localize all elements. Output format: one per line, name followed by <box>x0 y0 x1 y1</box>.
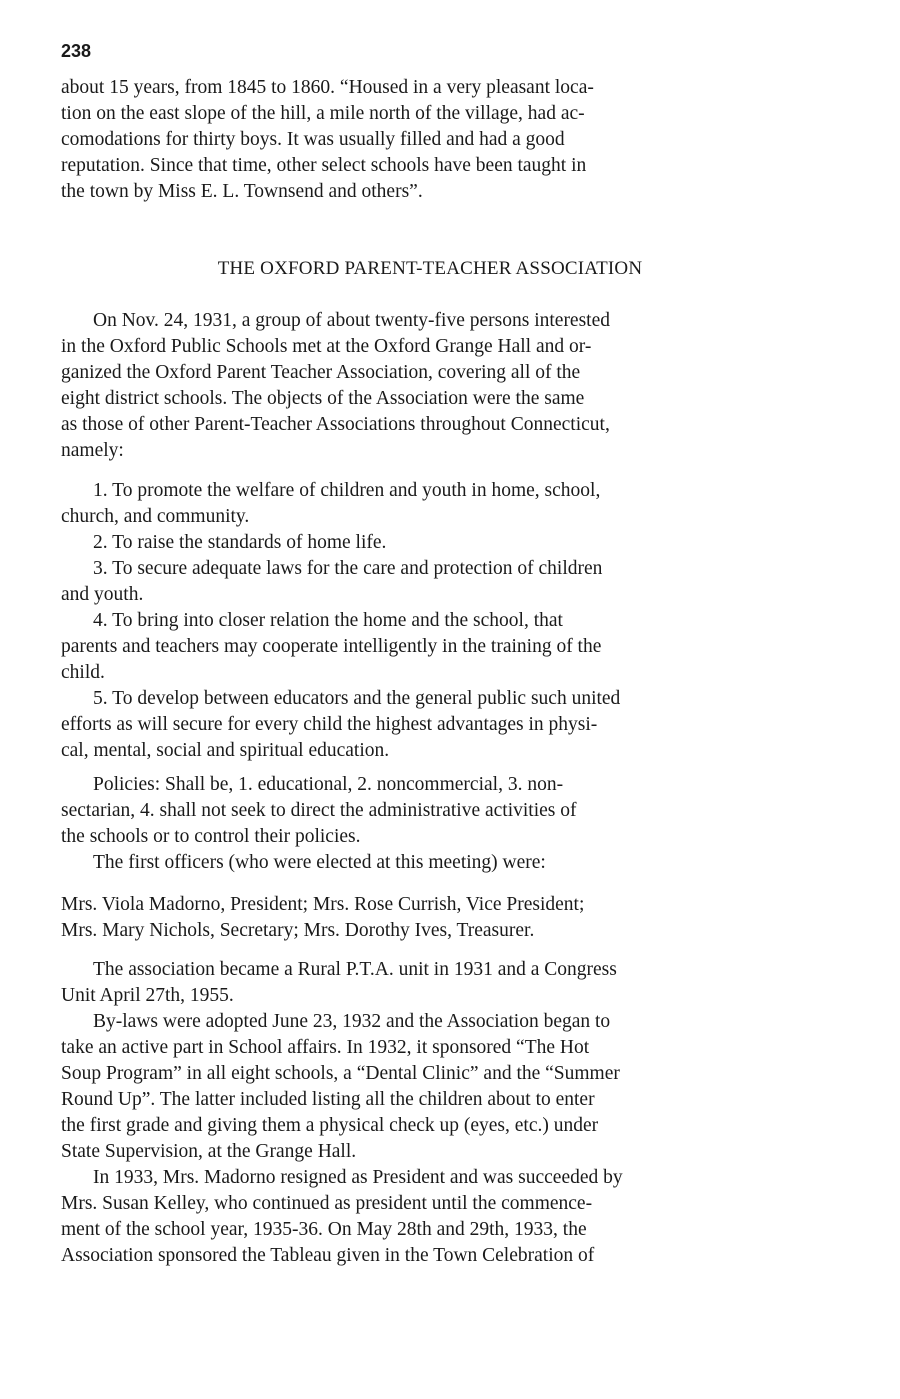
policies-paragraph <box>61 772 851 876</box>
text-line: Mrs. Mary Nichols, Secretary; Mrs. Dorothy Ives, Treasurer. <box>61 920 535 941</box>
text-line: comodations for thirty boys. It was usually filled and had a good <box>61 129 565 150</box>
text-line: Unit April 27th, 1955. <box>61 985 234 1006</box>
intro-paragraph <box>61 75 841 205</box>
text-line: Association sponsored the Tableau given in the Town Celebration of <box>61 1245 595 1266</box>
text-line: the town by Miss E. L. Townsend and others”. <box>61 181 423 202</box>
text-line: the schools or to control their policies. <box>61 826 361 847</box>
text-line: church, and community. <box>61 506 250 527</box>
text-line: The first officers (who were elected at this meeting) were: <box>93 852 546 873</box>
text-line: namely: <box>61 440 124 461</box>
text-line: tion on the east slope of the hill, a mile north of the village, had ac- <box>61 103 585 124</box>
text-line: in the Oxford Public Schools met at the Oxford Grange Hall and or- <box>61 336 592 357</box>
text-line: reputation. Since that time, other select schools have been taught in <box>61 155 587 176</box>
objects-list <box>61 478 851 764</box>
text-line: about 15 years, from 1845 to 1860. “Housed in a very pleasant loca- <box>61 77 594 98</box>
text-line: Round Up”. The latter included listing all the children about to enter <box>61 1089 595 1110</box>
text-line: Policies: Shall be, 1. educational, 2. noncommercial, 3. non- <box>93 774 564 795</box>
text-line: The association became a Rural P.T.A. unit in 1931 and a Congress <box>93 959 617 980</box>
officers-paragraph <box>61 892 851 944</box>
text-line: sectarian, 4. shall not seek to direct the administrative activities of <box>61 800 577 821</box>
text-line: On Nov. 24, 1931, a group of about twenty-five persons interested <box>93 310 610 331</box>
list-item: 5. To develop between educators and the general public such united <box>93 688 621 709</box>
text-line: Mrs. Susan Kelley, who continued as president until the commence- <box>61 1193 593 1214</box>
text-line: Soup Program” in all eight schools, a “Dental Clinic” and the “Summer <box>61 1063 620 1084</box>
text-line: child. <box>61 662 105 683</box>
list-item: 1. To promote the welfare of children and youth in home, school, <box>93 480 601 501</box>
list-item: 4. To bring into closer relation the home and the school, that <box>93 610 563 631</box>
text-line: ganized the Oxford Parent Teacher Association, covering all of the <box>61 362 581 383</box>
text-line: By-laws were adopted June 23, 1932 and the Association began to <box>93 1011 611 1032</box>
text-line: eight district schools. The objects of the Association were the same <box>61 388 585 409</box>
text-line: take an active part in School affairs. In 1932, it sponsored “The Hot <box>61 1037 590 1058</box>
history-paragraph <box>61 957 851 1269</box>
text-line: efforts as will secure for every child the highest advantages in physi- <box>61 714 598 735</box>
text-line: State Supervision, at the Grange Hall. <box>61 1141 357 1162</box>
section-heading: THE OXFORD PARENT-TEACHER ASSOCIATION <box>217 258 643 279</box>
page-number: 238 <box>61 41 92 61</box>
text-line: as those of other Parent-Teacher Associations throughout Connecticut, <box>61 414 610 435</box>
text-line: ment of the school year, 1935-36. On May 28th and 29th, 1933, the <box>61 1219 587 1240</box>
list-item: 2. To raise the standards of home life. <box>93 532 387 553</box>
list-item: 3. To secure adequate laws for the care and protection of children <box>93 558 603 579</box>
text-line: parents and teachers may cooperate intelligently in the training of the <box>61 636 602 657</box>
text-line: Mrs. Viola Madorno, President; Mrs. Rose Currish, Vice President; <box>61 894 585 915</box>
text-line: cal, mental, social and spiritual education. <box>61 740 390 761</box>
text-line: In 1933, Mrs. Madorno resigned as President and was succeeded by <box>93 1167 623 1188</box>
text-line: and youth. <box>61 584 144 605</box>
founding-paragraph <box>61 308 851 464</box>
text-line: the first grade and giving them a physical check up (eyes, etc.) under <box>61 1115 599 1136</box>
